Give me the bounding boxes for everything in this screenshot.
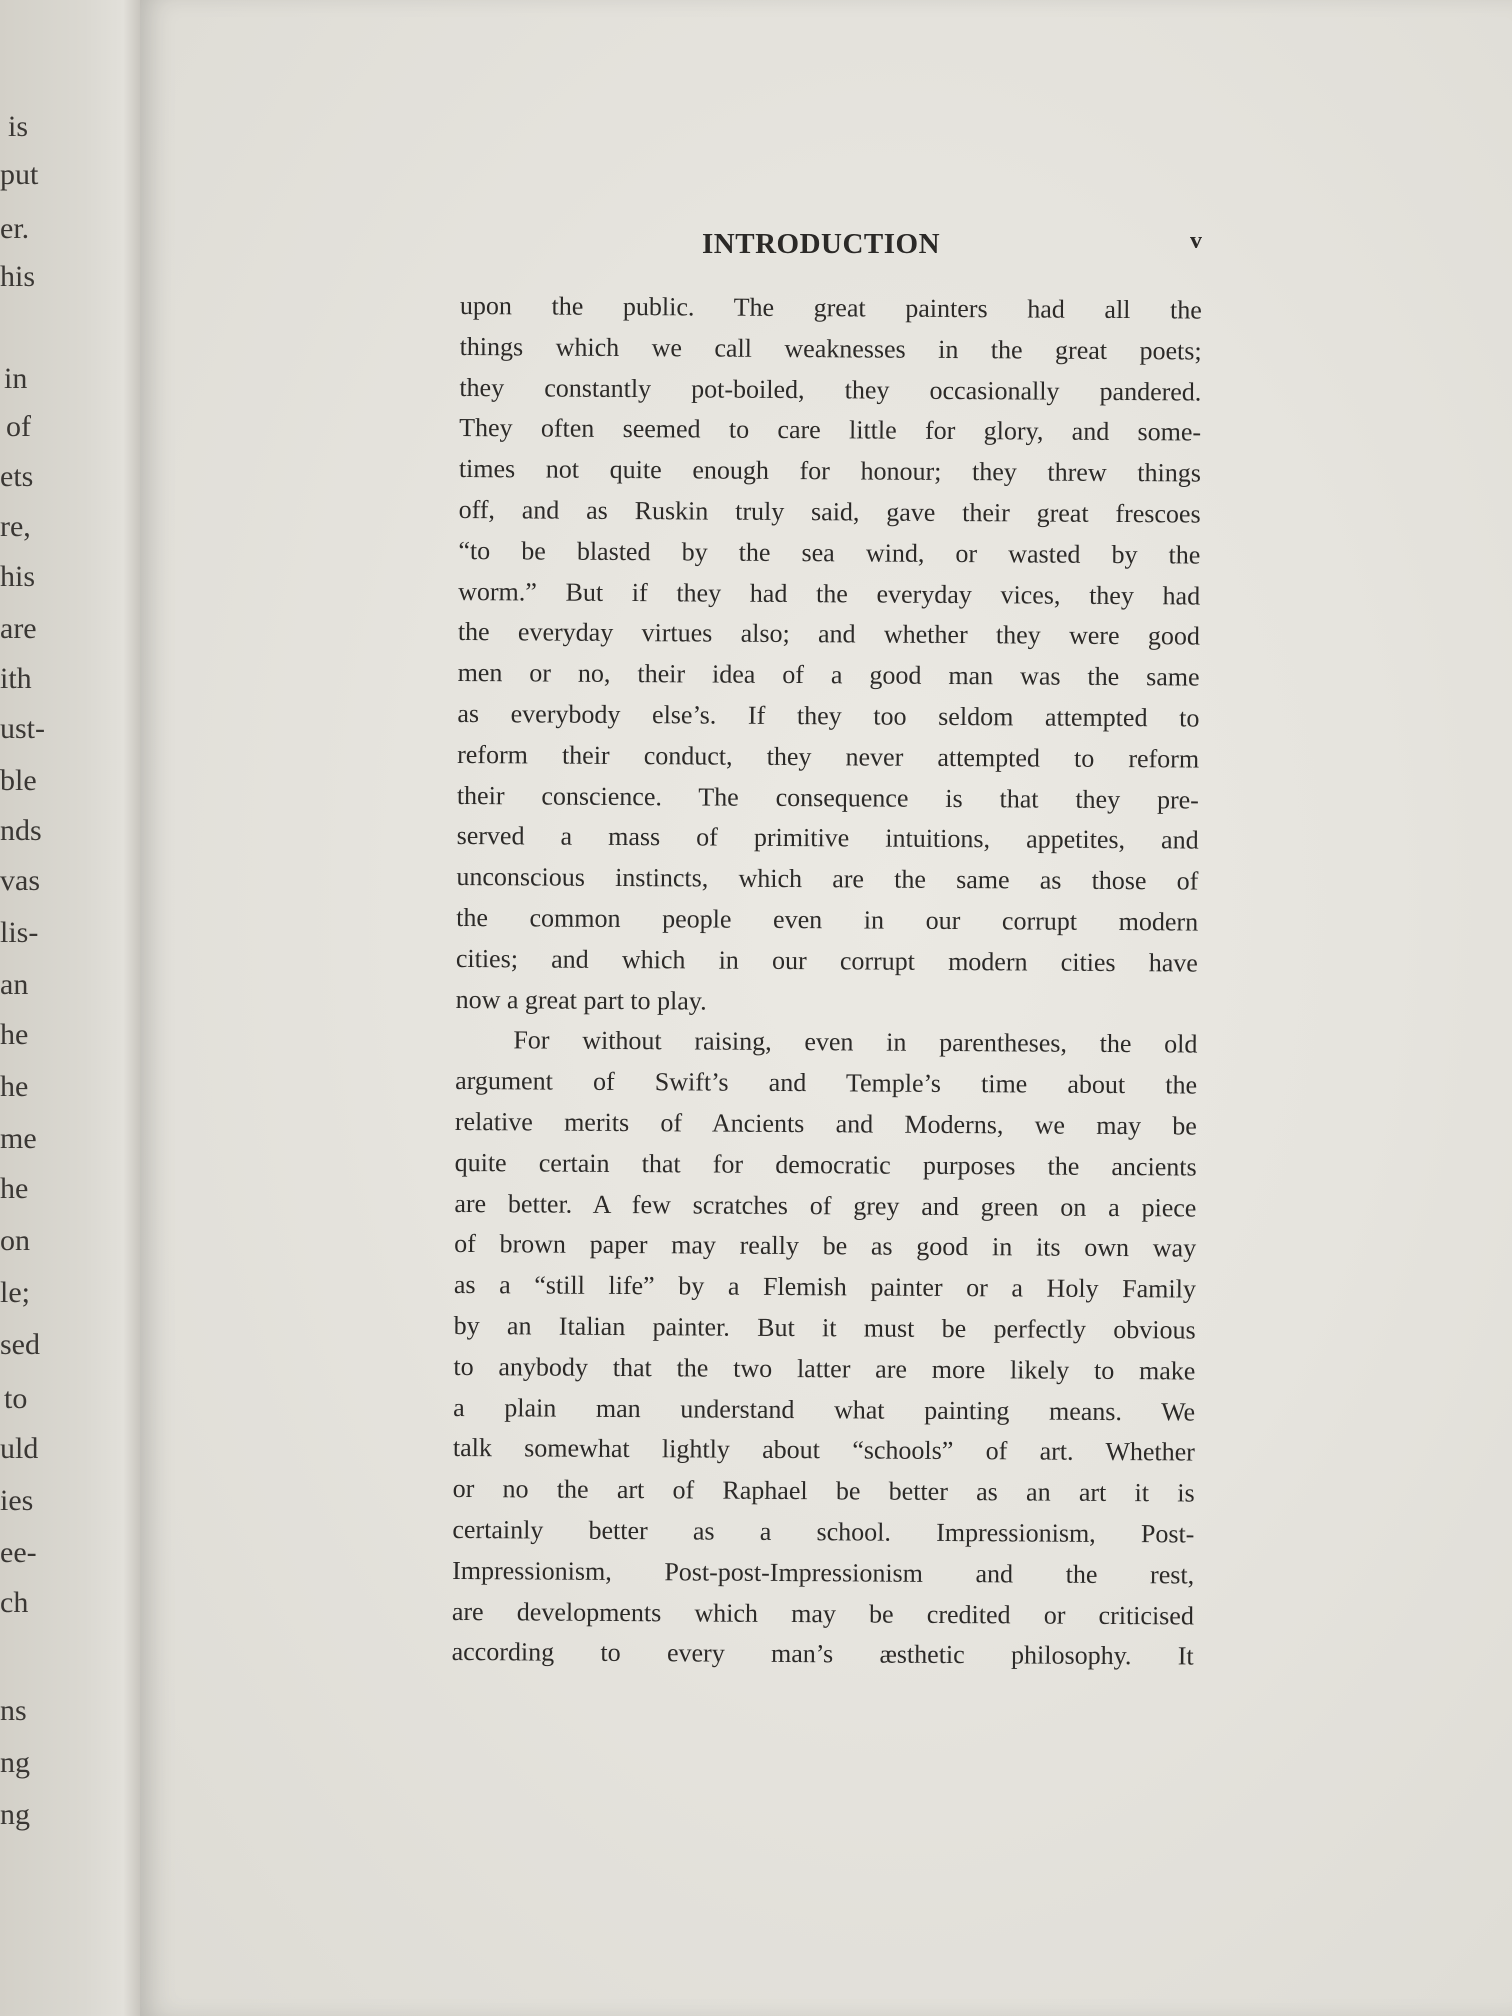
left-page-fragment: lis-: [0, 916, 39, 949]
running-header: [460, 228, 1202, 272]
text-line: as a “still life” by a Flemish painter or a Holy Family: [453, 1270, 1196, 1304]
text-line: worm.” But if they had the everyday vices, they had: [458, 576, 1201, 611]
left-page-fragment: an: [0, 968, 29, 1001]
left-page-fragment: he: [0, 1018, 29, 1051]
left-page-fragment: on: [0, 1224, 30, 1257]
left-page-fragment: ns: [0, 1694, 27, 1727]
text-line: served a mass of primitive intuitions, appetites, and: [456, 821, 1199, 855]
text-line: men or no, their idea of a good man was the same: [457, 658, 1200, 692]
left-page-fragment: ng: [0, 1798, 30, 1831]
text-line: quite certain that for democratic purposes the ancients: [454, 1147, 1197, 1182]
body-text: [452, 286, 1202, 1678]
text-line: off, and as Ruskin truly said, gave their great frescoes: [458, 494, 1201, 529]
left-page-fragment: re,: [0, 510, 31, 543]
left-page-fragment: ble: [0, 764, 37, 797]
text-line: as everybody else’s. If they too seldom attempted to: [457, 698, 1200, 733]
left-page-fragment: le;: [0, 1276, 30, 1309]
left-page-fragment: ets: [0, 460, 34, 493]
left-page-fragment: nds: [0, 814, 42, 847]
text-line: relative merits of Ancients and Moderns, we may be: [454, 1106, 1197, 1141]
left-page-fragment: er.: [0, 212, 30, 245]
left-page-fragment: ng: [0, 1746, 30, 1779]
left-page-fragment: ith: [0, 662, 32, 695]
text-line: certainly better as a school. Impressionism, Post-: [452, 1514, 1195, 1549]
left-page-fragment: his: [0, 260, 36, 293]
text-line: argument of Swift’s and Temple’s time about the: [455, 1066, 1198, 1100]
text-line: they constantly pot-boiled, they occasionally pandered.: [459, 372, 1202, 407]
left-page-fragment: put: [0, 158, 39, 191]
text-line: unconscious instincts, which are the same as those of: [456, 862, 1199, 896]
left-page-fragment: his: [0, 560, 36, 593]
text-line-paragraph-end: now a great part to play.: [455, 984, 707, 1016]
left-page-fragment: is: [8, 110, 29, 143]
left-page-fragment: sed: [0, 1328, 40, 1361]
left-page-fragment: of: [6, 410, 31, 443]
text-line: the common people even in our corrupt modern: [456, 902, 1199, 937]
left-page-fragment: are: [0, 612, 37, 645]
left-page-fragment: ch: [0, 1586, 29, 1619]
left-page-fragment: ust-: [0, 712, 45, 745]
left-page-fragment: vas: [0, 864, 40, 897]
text-line: are developments which may be credited or criticised: [451, 1596, 1194, 1631]
text-line: upon the public. The great painters had all the: [459, 290, 1202, 325]
text-line: They often seemed to care little for glory, and some-: [459, 413, 1202, 447]
text-line: according to every man’s æsthetic philosophy. It: [451, 1637, 1194, 1671]
left-page-fragment: he: [0, 1070, 29, 1103]
left-page-edge: [0, 0, 140, 2016]
text-line: “to be blasted by the sea wind, or wasted by the: [458, 535, 1201, 570]
left-page-fragment: in: [4, 362, 28, 395]
text-line: or no the art of Raphael be better as an art it is: [452, 1474, 1195, 1508]
text-line: their conscience. The consequence is that they pre-: [456, 780, 1199, 815]
text-line-paragraph-start: For without raising, even in parentheses, the old: [513, 1025, 1198, 1059]
text-line: a plain man understand what painting means. We: [453, 1392, 1196, 1427]
left-page-fragment: me: [0, 1122, 37, 1155]
text-line: cities; and which in our corrupt modern cities have: [455, 943, 1198, 978]
left-page-fragment: uld: [0, 1432, 39, 1465]
text-line: of brown paper may really be as good in its own way: [454, 1229, 1197, 1263]
text-line: are better. A few scratches of grey and green on a piece: [454, 1188, 1197, 1223]
text-line: by an Italian painter. But it must be perfectly obvious: [453, 1310, 1196, 1345]
page-title: INTRODUCTION: [702, 228, 941, 260]
text-line: times not quite enough for honour; they threw things: [458, 454, 1201, 488]
text-line: reform their conduct, they never attempted to reform: [457, 739, 1200, 774]
page-number: v: [1190, 228, 1202, 254]
text-line: to anybody that the two latter are more likely to make: [453, 1351, 1196, 1386]
text-line: the everyday virtues also; and whether they were good: [457, 617, 1200, 651]
left-page-fragment: ies: [0, 1484, 34, 1517]
text-line: Impressionism, Post-post-Impressionism and the rest,: [452, 1555, 1195, 1590]
text-line: things which we call weaknesses in the great poets;: [459, 331, 1202, 366]
left-page-fragment: he: [0, 1172, 29, 1205]
left-page-fragment: ee-: [0, 1536, 37, 1569]
left-page-fragment: to: [4, 1382, 28, 1415]
text-line: talk somewhat lightly about “schools” of art. Whether: [452, 1433, 1195, 1467]
